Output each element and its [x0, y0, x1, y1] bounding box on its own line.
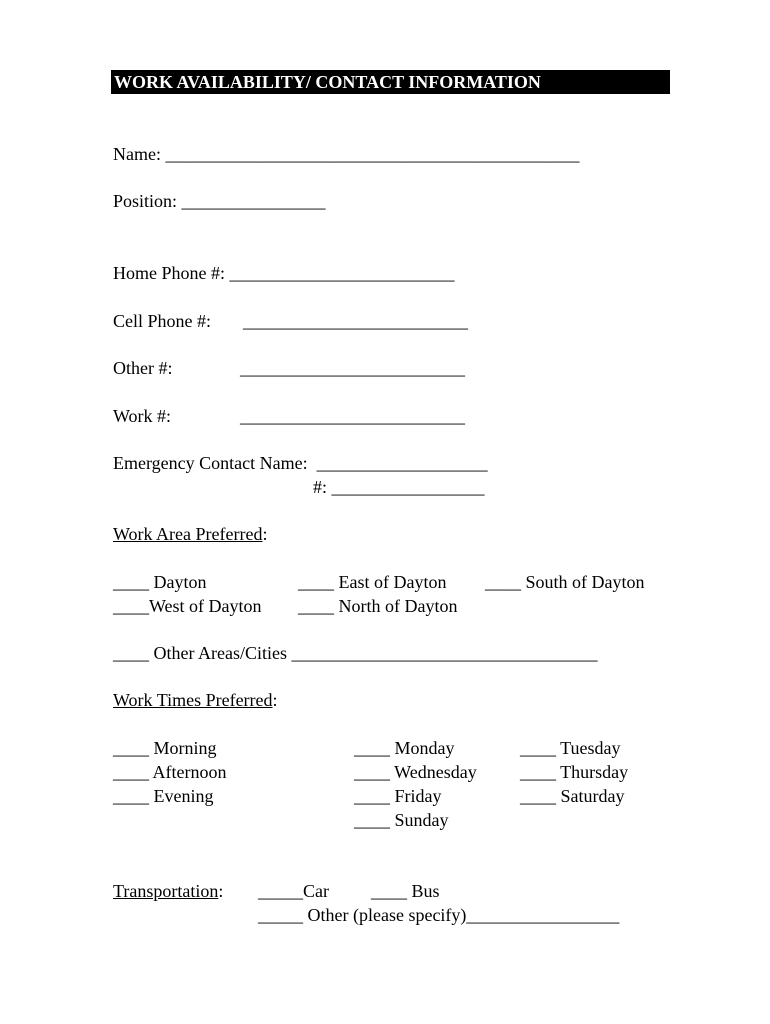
emergency-contact-name-field[interactable]: Emergency Contact Name: ___________________ — [113, 453, 488, 473]
area-option-west[interactable]: ____West of Dayton — [113, 596, 262, 616]
work-times-heading-text: Work Times Preferred — [113, 690, 273, 710]
area-option-north[interactable]: ____ North of Dayton — [298, 596, 458, 616]
home-phone-field[interactable]: Home Phone #: _________________________ — [113, 263, 455, 283]
time-option-evening[interactable]: ____ Evening — [113, 786, 214, 806]
work-area-heading-colon: : — [262, 524, 268, 544]
area-option-east[interactable]: ____ East of Dayton — [298, 572, 447, 592]
work-number-label: Work #: — [113, 406, 172, 426]
area-option-south[interactable]: ____ South of Dayton — [485, 572, 645, 592]
transport-option-other[interactable]: _____ Other (please specify)_________________ — [258, 905, 620, 925]
time-option-morning[interactable]: ____ Morning — [113, 738, 217, 758]
transport-option-car[interactable]: _____Car — [258, 881, 329, 901]
work-times-heading — [113, 690, 278, 710]
work-area-heading-text: Work Area Preferred — [113, 524, 263, 544]
work-number-field[interactable]: _________________________ — [240, 406, 465, 426]
page-title: WORK AVAILABILITY/ CONTACT INFORMATION — [114, 72, 541, 92]
transportation-heading-colon: : — [218, 881, 224, 901]
day-option-monday[interactable]: ____ Monday — [354, 738, 455, 758]
day-option-saturday[interactable]: ____ Saturday — [520, 786, 625, 806]
work-times-heading-colon: : — [272, 690, 278, 710]
transportation-heading — [113, 881, 223, 901]
cell-phone-field[interactable]: _________________________ — [243, 311, 468, 331]
time-option-afternoon[interactable]: ____ Afternoon — [113, 762, 227, 782]
day-option-tuesday[interactable]: ____ Tuesday — [520, 738, 621, 758]
work-area-heading — [113, 524, 268, 544]
transport-option-bus[interactable]: ____ Bus — [371, 881, 440, 901]
day-option-sunday[interactable]: ____ Sunday — [354, 810, 449, 830]
cell-phone-label: Cell Phone #: — [113, 311, 211, 331]
name-field[interactable]: Name: ______________________________________________ — [113, 144, 580, 164]
day-option-friday[interactable]: ____ Friday — [354, 786, 442, 806]
position-field[interactable]: Position: ________________ — [113, 191, 326, 211]
day-option-wednesday[interactable]: ____ Wednesday — [354, 762, 477, 782]
other-number-label: Other #: — [113, 358, 173, 378]
emergency-contact-number-field[interactable]: #: _________________ — [313, 477, 485, 497]
area-option-other[interactable]: ____ Other Areas/Cities __________________________________ — [113, 643, 598, 663]
area-option-dayton[interactable]: ____ Dayton — [113, 572, 207, 592]
transportation-heading-text: Transportation — [113, 881, 219, 901]
other-number-field[interactable]: _________________________ — [240, 358, 465, 378]
day-option-thursday[interactable]: ____ Thursday — [520, 762, 629, 782]
